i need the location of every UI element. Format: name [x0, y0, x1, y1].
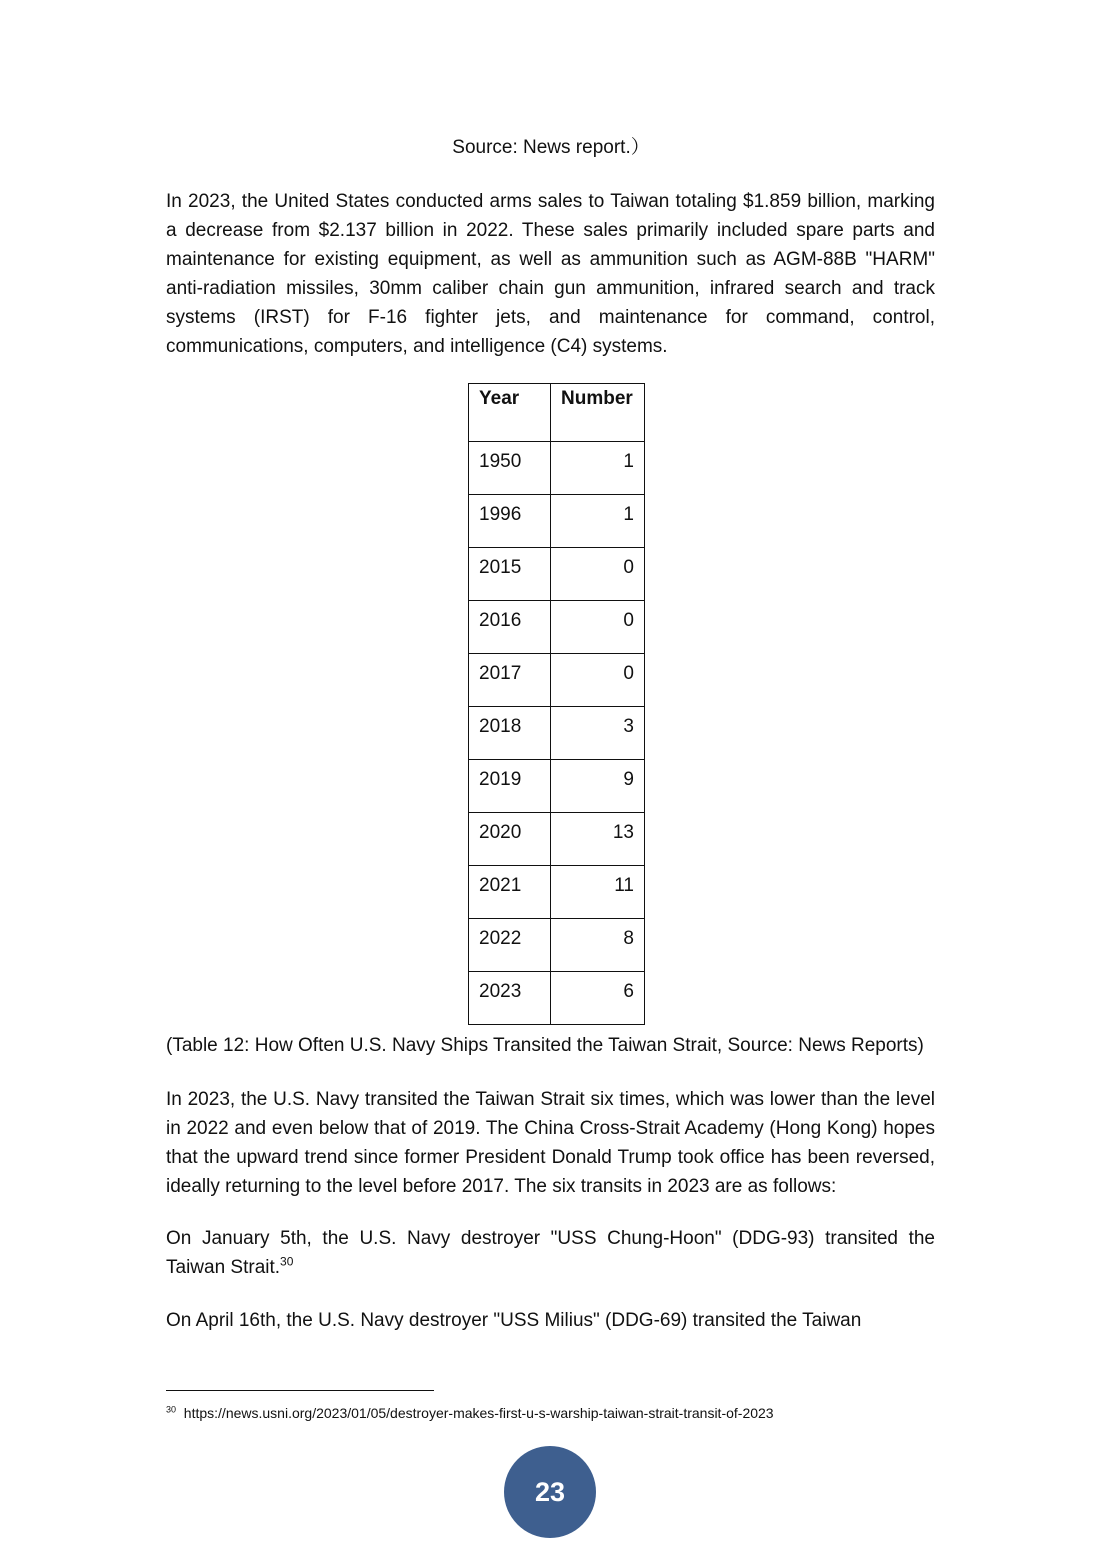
footnote-number: 30 — [166, 1404, 177, 1415]
cell-year: 2017 — [469, 654, 551, 707]
table-body — [469, 442, 645, 1025]
table-row — [469, 972, 645, 1025]
table-row — [469, 919, 645, 972]
cell-number: 0 — [551, 548, 645, 601]
footnote-link[interactable]: https://news.usni.org/2023/01/05/destroyer-makes-first-u-s-warship-taiwan-strait-transit-of-2023 — [183, 1405, 774, 1421]
cell-number: 1 — [551, 495, 645, 548]
cell-number: 8 — [551, 919, 645, 972]
footnote-reference[interactable]: 30 — [280, 1254, 294, 1269]
table-caption: (Table 12: How Often U.S. Navy Ships Transited the Taiwan Strait, Source: News Reports) — [166, 1035, 924, 1056]
cell-number: 9 — [551, 760, 645, 813]
cell-year: 2015 — [469, 548, 551, 601]
cell-number: 3 — [551, 707, 645, 760]
header-year: Year — [469, 384, 551, 442]
transit-january-text: On January 5th, the U.S. Navy destroyer "USS Chung-Hoon" (DDG-93) transited the Taiwan Strait. — [166, 1228, 935, 1278]
paragraph-transit-april: On April 16th, the U.S. Navy destroyer "USS Milius" (DDG-69) transited the Taiwan — [166, 1310, 862, 1331]
table-row — [469, 813, 645, 866]
table-row — [469, 442, 645, 495]
cell-number: 0 — [551, 601, 645, 654]
table-row — [469, 495, 645, 548]
table-row — [469, 548, 645, 601]
cell-year: 2016 — [469, 601, 551, 654]
footnote-divider — [166, 1390, 434, 1391]
table-row — [469, 707, 645, 760]
cell-year: 2020 — [469, 813, 551, 866]
table-row — [469, 866, 645, 919]
cell-year: 2022 — [469, 919, 551, 972]
cell-number: 13 — [551, 813, 645, 866]
table-row — [469, 654, 645, 707]
footnote — [166, 1404, 774, 1422]
cell-number: 11 — [551, 866, 645, 919]
cell-year: 1950 — [469, 442, 551, 495]
table-header-row — [469, 384, 645, 442]
header-number: Number — [551, 384, 645, 442]
table-row — [469, 601, 645, 654]
cell-year: 2019 — [469, 760, 551, 813]
paragraph-arms-sales: In 2023, the United States conducted arms sales to Taiwan totaling $1.859 billion, marking a decrease from $2.137 billion in 2022. These sales primarily included spare parts and maintenance for existing equipment, as well as ammunition such as AGM-88B "HARM" anti-radiation missiles, 30mm caliber chain gun ammunition, infrared search and track systems (IRST) for F-16 fighter jets, and maintenance for command, control, communications, computers, and intelligence (C4) systems. — [166, 191, 935, 357]
transit-table — [468, 383, 645, 1025]
cell-year: 2021 — [469, 866, 551, 919]
table-row — [469, 760, 645, 813]
page-number: 23 — [534, 1476, 566, 1507]
cell-year: 2018 — [469, 707, 551, 760]
page-number-badge — [504, 1446, 596, 1538]
transit-table-wrapper — [468, 383, 645, 1025]
cell-number: 0 — [551, 654, 645, 707]
cell-number: 6 — [551, 972, 645, 1025]
cell-year: 1996 — [469, 495, 551, 548]
cell-number: 1 — [551, 442, 645, 495]
paragraph-transit-january — [166, 1224, 935, 1282]
source-line: Source: News report.） — [452, 137, 650, 158]
paragraph-transits-summary: In 2023, the U.S. Navy transited the Taiwan Strait six times, which was lower than the level in 2022 and even below that of 2019. The China Cross-Strait Academy (Hong Kong) hopes that the upward trend since former President Donald Trump took office has been reversed, ideally returning to the level before 2017. The six transits in 2023 are as follows: — [166, 1089, 935, 1197]
cell-year: 2023 — [469, 972, 551, 1025]
